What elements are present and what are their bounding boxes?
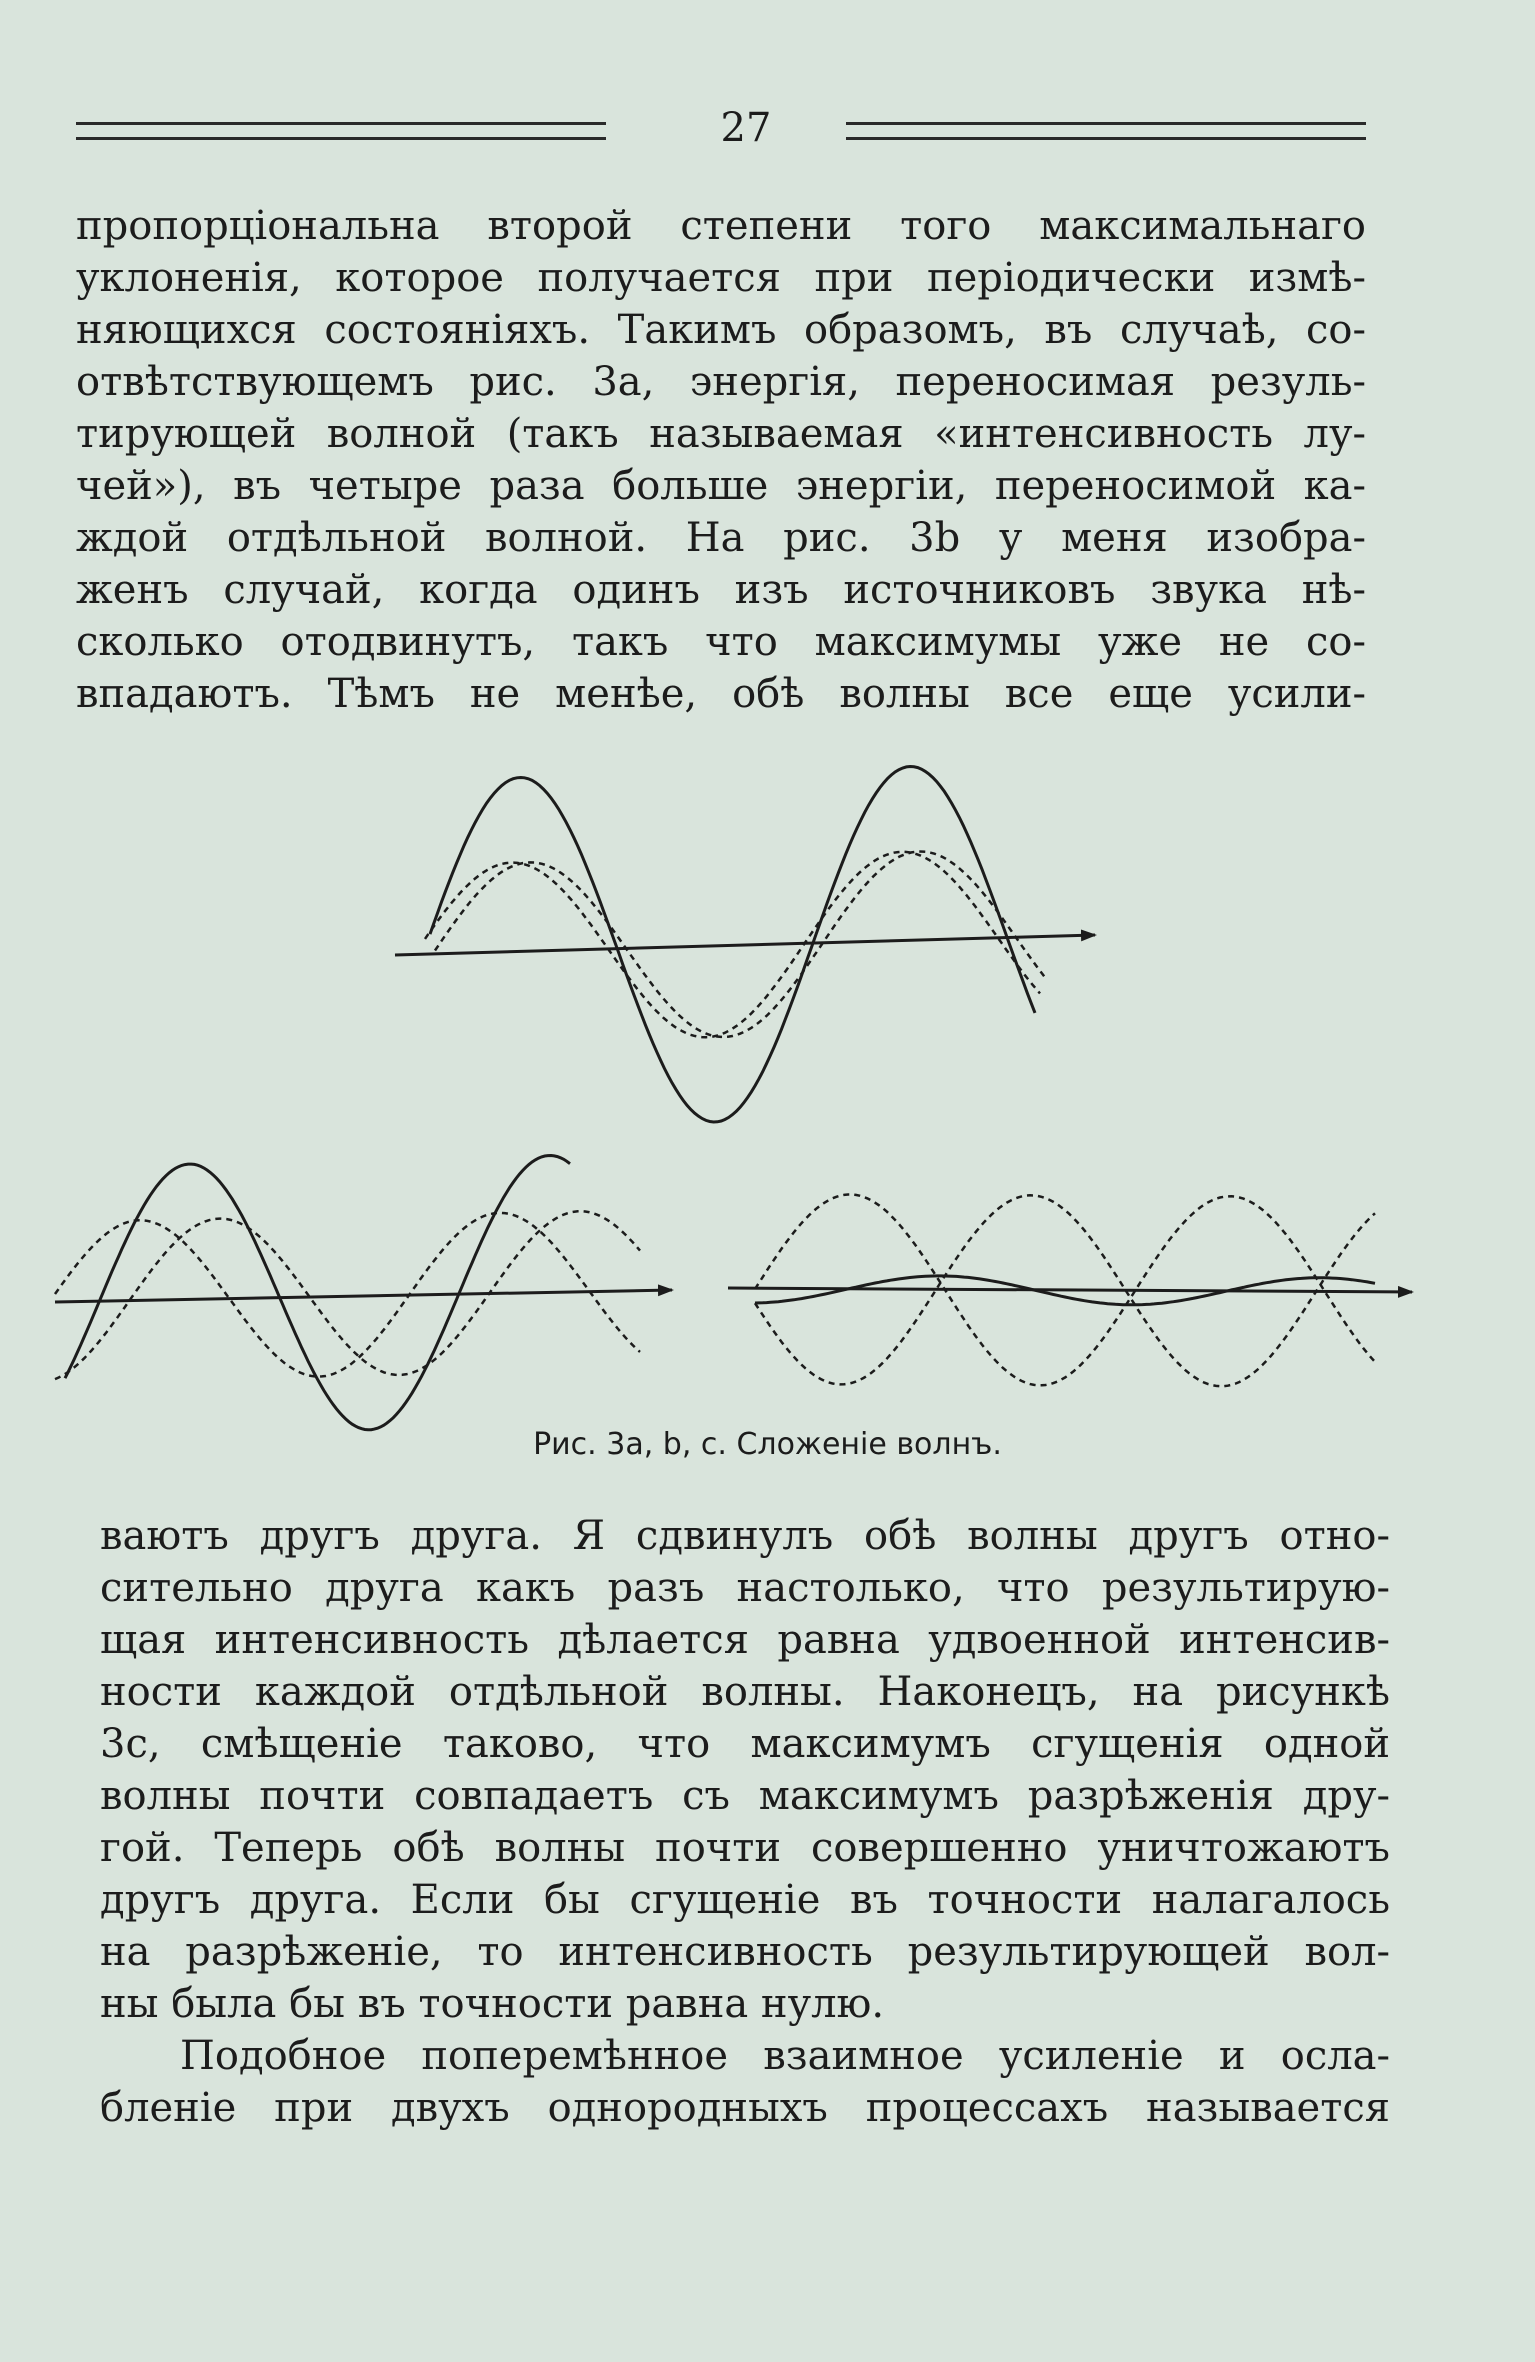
text-line: женъ случай, когда одинъ изъ источниковъ звука нѣ- (76, 567, 1366, 613)
page-number: 27 (720, 105, 772, 151)
text-line: сколько отодвинутъ, такъ что максимумы уже не со- (76, 619, 1366, 665)
figure-3b (55, 1156, 672, 1430)
figure-3c (728, 1195, 1412, 1387)
text-line: сительно друга какъ разъ настолько, что результирую- (100, 1565, 1390, 1611)
text-line: пропорціональна второй степени того максимальнаго (76, 203, 1366, 249)
text-line: ны была бы въ точности равна нулю. (100, 1981, 885, 2027)
text-line: гой. Теперь обѣ волны почти совершенно уничтожаютъ (100, 1825, 1390, 1871)
text-line: бленіе при двухъ однородныхъ процессахъ называется (100, 2085, 1390, 2131)
paragraph-1 (76, 200, 1366, 720)
text-line: тирующей волной (такъ называемая «интенсивность лу- (76, 411, 1366, 457)
text-line: волны почти совпадаетъ съ максимумъ разрѣженія дру- (100, 1773, 1390, 1819)
text-line: Подобное поперемѣнное взаимное усиленіе и осла- (180, 2033, 1390, 2079)
text-line: 3с, смѣщеніе таково, что максимумъ сгущенія одной (100, 1721, 1390, 1767)
header-rule-right (846, 122, 1366, 140)
wave-figure (0, 740, 1535, 1440)
text-line: уклоненія, которое получается при періодически измѣ- (76, 255, 1366, 301)
figure-3b-component-wave-1 (55, 1213, 640, 1377)
text-line: отвѣтствующемъ рис. 3а, энергія, переносимая резуль- (76, 359, 1366, 405)
text-line: ности каждой отдѣльной волны. Наконецъ, на рисункѣ (100, 1669, 1390, 1715)
text-line: щая интенсивность дѣлается равна удвоенной интенсив- (100, 1617, 1390, 1663)
paragraph-2 (100, 1510, 1390, 2030)
wave-figure-svg (0, 740, 1535, 1440)
text-line: чей»), въ четыре раза больше энергіи, переносимой ка- (76, 463, 1366, 509)
figure-3a-axis (395, 935, 1095, 955)
paragraph-3 (100, 2030, 1390, 2134)
figure-caption: Рис. 3a, b, c. Сложеніе волнъ. (533, 1427, 1002, 1462)
text-line: на разрѣженіе, то интенсивность результирующей вол- (100, 1929, 1390, 1975)
text-line: няющихся состояніяхъ. Такимъ образомъ, въ случаѣ, со- (76, 307, 1366, 353)
text-line: ваютъ другъ друга. Я сдвинулъ обѣ волны другъ отно- (100, 1513, 1390, 1559)
page-header (76, 100, 1366, 160)
figure-3a (395, 767, 1095, 1123)
text-line: другъ друга. Если бы сгущеніе въ точности налагалось (100, 1877, 1390, 1923)
figure-3b-axis (55, 1290, 672, 1302)
text-line: ждой отдѣльной волной. На рис. 3b у меня изобра- (76, 515, 1366, 561)
header-rule-left (76, 122, 606, 140)
text-line: впадаютъ. Тѣмъ не менѣе, обѣ волны все еще усили- (76, 671, 1366, 717)
